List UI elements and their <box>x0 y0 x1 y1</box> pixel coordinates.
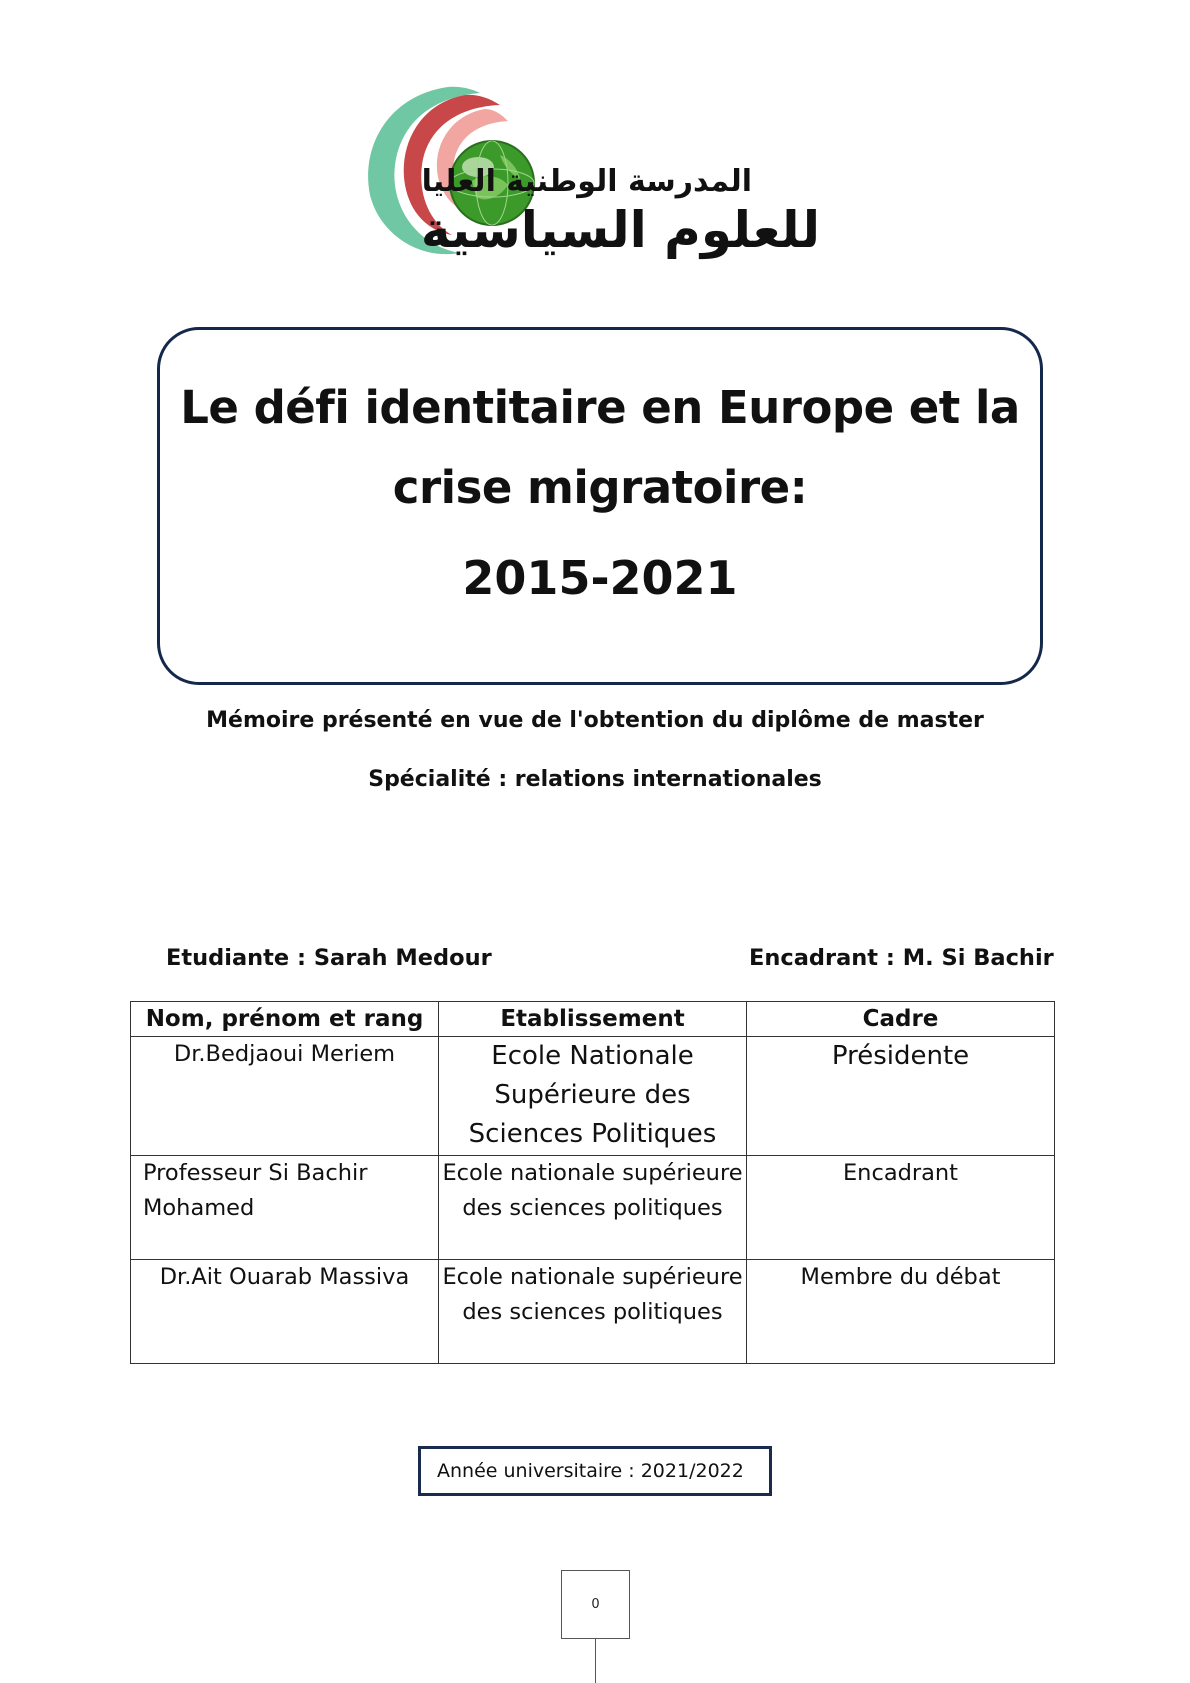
supervisor-name: Encadrant : M. Si Bachir <box>749 945 1054 971</box>
school-logo <box>360 85 830 260</box>
table-row <box>131 1037 1055 1156</box>
jury-role: Présidente <box>747 1037 1055 1156</box>
header-name: Nom, prénom et rang <box>131 1002 439 1037</box>
title-line-1: Le défi identitaire en Europe et la <box>180 381 1020 434</box>
page-number-connector <box>595 1639 596 1683</box>
page-number: 0 <box>561 1570 630 1639</box>
student-name: Etudiante : Sarah Medour <box>166 945 492 971</box>
jury-name: Dr.Ait Ouarab Massiva <box>131 1260 439 1364</box>
table-header-row <box>131 1002 1055 1037</box>
header-institution: Etablissement <box>439 1002 747 1037</box>
academic-year-box: Année universitaire : 2021/2022 <box>418 1446 772 1496</box>
jury-institution: Ecole nationale supérieure des sciences politiques <box>439 1156 747 1260</box>
jury-institution: Ecole Nationale Supérieure des Sciences Politiques <box>439 1037 747 1156</box>
title-years: 2015-2021 <box>462 551 738 605</box>
logo-arabic-line2: للعلوم السياسية <box>420 201 820 259</box>
logo-arabic-line1: المدرسة الوطنية العليا <box>421 164 752 199</box>
title-line-2: crise migratoire: <box>392 461 808 514</box>
speciality: Spécialité : relations internationales <box>368 767 822 792</box>
title-frame <box>157 327 1043 685</box>
header-role: Cadre <box>747 1002 1055 1037</box>
jury-table <box>130 1001 1055 1364</box>
table-row <box>131 1260 1055 1364</box>
table-row <box>131 1156 1055 1260</box>
jury-name: Professeur Si Bachir Mohamed <box>131 1156 439 1260</box>
jury-name: Dr.Bedjaoui Meriem <box>131 1037 439 1156</box>
jury-institution: Ecole nationale supérieure des sciences politiques <box>439 1260 747 1364</box>
jury-role: Membre du débat <box>747 1260 1055 1364</box>
thesis-purpose: Mémoire présenté en vue de l'obtention du diplôme de master <box>206 708 984 733</box>
jury-role: Encadrant <box>747 1156 1055 1260</box>
